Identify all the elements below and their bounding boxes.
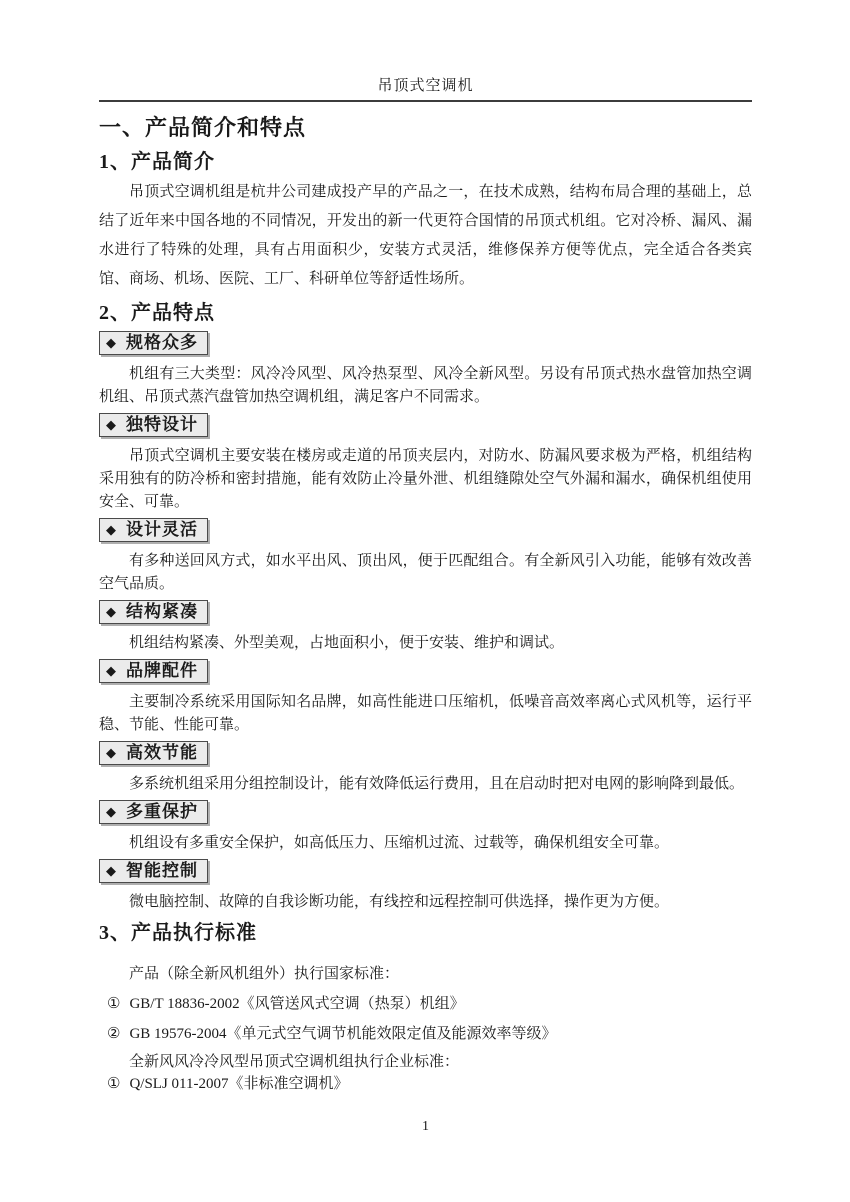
standard-text: GB/T 18836-2002《风管送风式空调（热泵）机组》: [129, 996, 465, 1012]
feature-block: [99, 855, 752, 914]
enterprise-standards-intro: 全新风风冷冷风型吊顶式空调机组执行企业标准：: [129, 1054, 460, 1070]
page-number: 1: [422, 1119, 429, 1134]
feature-label: 结构紧凑: [126, 602, 198, 621]
national-standards-intro: 产品（除全新风机组外）执行国家标准：: [129, 966, 400, 982]
diamond-icon: ◆: [106, 663, 117, 678]
feature-label: 品牌配件: [126, 661, 198, 680]
feature-label-box: [99, 859, 208, 883]
feature-label: 规格众多: [126, 333, 198, 352]
diamond-icon: ◆: [106, 604, 117, 619]
feature-label-box: [99, 413, 208, 437]
feature-paragraph: 微电脑控制、故障的自我诊断功能，有线控和远程控制可供选择，操作更为方便。: [129, 894, 670, 910]
circled-number: ②: [107, 1026, 121, 1042]
feature-label-box: [99, 741, 208, 765]
feature-paragraph: 机组有三大类型：风冷冷风型、风冷热泵型、风冷全新风型。另设有吊顶式热水盘管加热空调机组、吊顶式蒸汽盘管加热空调机组，满足客户不同需求。: [99, 366, 752, 405]
feature-paragraph: 多系统机组采用分组控制设计，能有效降低运行费用，且在启动时把对电网的影响降到最低。: [129, 776, 745, 792]
section-title: 一、产品简介和特点: [99, 115, 307, 140]
feature-block: [99, 655, 752, 737]
feature-label-box: [99, 659, 208, 683]
feature-label: 多重保护: [126, 802, 198, 821]
running-header: [99, 74, 752, 102]
subsection-title-intro: 1、产品简介: [99, 151, 215, 173]
feature-paragraph: 吊顶式空调机主要安装在楼房或走道的吊顶夹层内，对防水、防漏风要求极为严格，机组结构采用独有的防冷桥和密封措施，能有效防止冷量外泄、机组缝隙处空气外漏和漏水，确保机组使用安全、可靠。: [99, 448, 752, 510]
standard-text: GB 19576-2004《单元式空气调节机能效限定值及能源效率等级》: [129, 1026, 557, 1042]
standard-item: [99, 1073, 752, 1095]
feature-label-box: [99, 600, 208, 624]
feature-block: [99, 409, 752, 514]
running-header-title: 吊顶式空调机: [377, 78, 474, 94]
diamond-icon: ◆: [106, 417, 117, 432]
feature-paragraph: 机组结构紧凑、外型美观，占地面积小，便于安装、维护和调试。: [129, 635, 565, 651]
standard-text: Q/SLJ 011-2007《非标准空调机》: [129, 1076, 349, 1092]
feature-block: [99, 596, 752, 655]
feature-label: 独特设计: [126, 415, 198, 434]
diamond-icon: ◆: [106, 335, 117, 350]
subsection-title-features: 2、产品特点: [99, 302, 215, 324]
circled-number: ①: [107, 1076, 121, 1092]
diamond-icon: ◆: [106, 804, 117, 819]
feature-label-box: [99, 331, 208, 355]
diamond-icon: ◆: [106, 863, 117, 878]
intro-paragraph: 吊顶式空调机组是杭井公司建成投产早的产品之一，在技术成熟，结构布局合理的基础上，总结了近年来中国各地的不同情况，开发出的新一代更符合国情的吊顶式机组。它对冷桥、漏风、漏水进行了特殊的处理，具有占用面积少，安装方式灵活，维修保养方便等优点，完全适合各类宾馆、商场、机场、医院、工厂、科研单位等舒适性场所。: [99, 184, 752, 287]
feature-label-box: [99, 518, 208, 542]
feature-block: [99, 796, 752, 855]
standard-item: [99, 993, 752, 1015]
standard-item: [99, 1023, 752, 1045]
feature-paragraph: 机组设有多重安全保护，如高低压力、压缩机过流、过载等，确保机组安全可靠。: [129, 835, 670, 851]
feature-label: 智能控制: [126, 861, 198, 880]
feature-block: [99, 737, 752, 796]
feature-paragraph: 主要制冷系统采用国际知名品牌，如高性能进口压缩机，低噪音高效率离心式风机等，运行平稳、节能、性能可靠。: [99, 694, 752, 733]
feature-block: [99, 514, 752, 596]
feature-label: 高效节能: [126, 743, 198, 762]
diamond-icon: ◆: [106, 522, 117, 537]
feature-label: 设计灵活: [126, 520, 198, 539]
circled-number: ①: [107, 996, 121, 1012]
diamond-icon: ◆: [106, 745, 117, 760]
subsection-title-standards: 3、产品执行标准: [99, 922, 257, 944]
feature-label-box: [99, 800, 208, 824]
feature-block: [99, 327, 752, 409]
feature-paragraph: 有多种送回风方式，如水平出风、顶出风，便于匹配组合。有全新风引入功能，能够有效改善空气品质。: [99, 553, 752, 592]
features-list: [99, 327, 752, 914]
